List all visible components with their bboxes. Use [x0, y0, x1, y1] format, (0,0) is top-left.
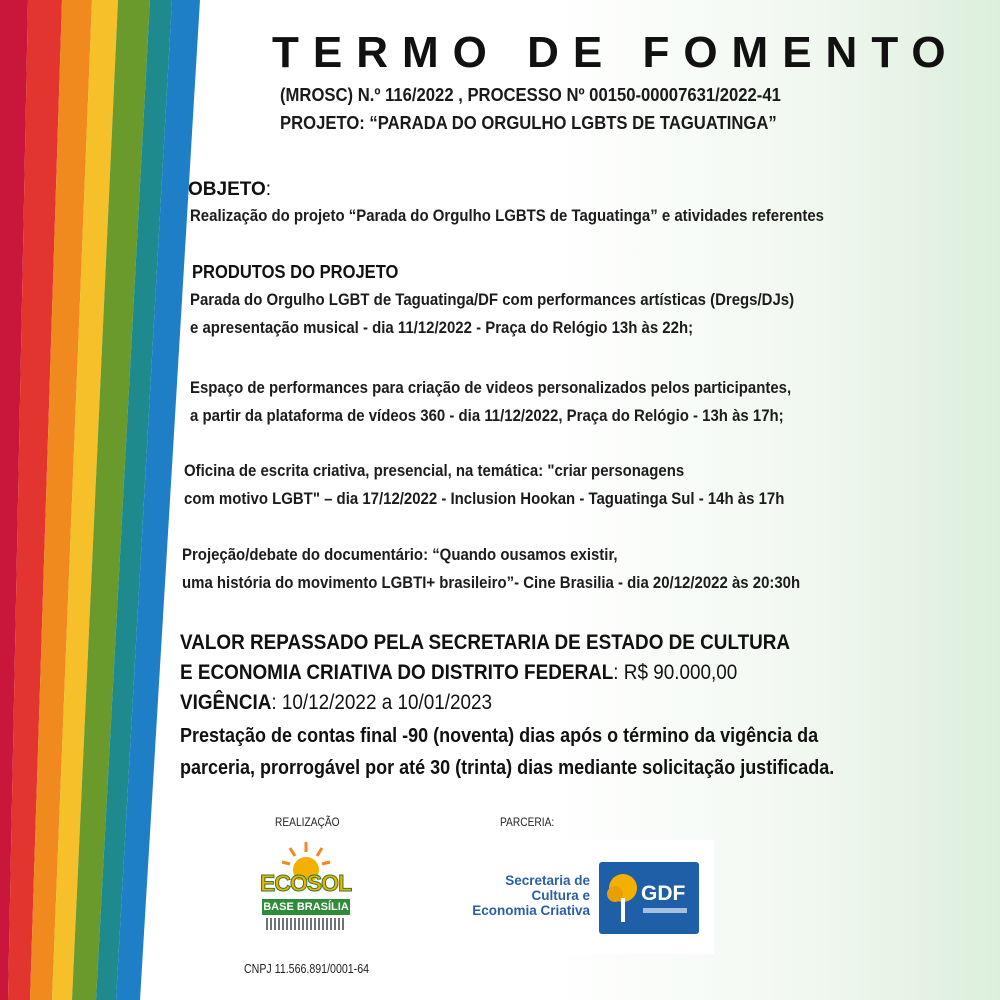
- partner-logos: [462, 840, 714, 954]
- gdf-logo: [599, 862, 699, 934]
- parceria-label: PARCERIA:: [500, 815, 555, 829]
- prestacao-line-2: parceria, prorrogável por até 30 (trinta) dias mediante solicitação justificada.: [180, 757, 835, 779]
- vigencia-label: VIGÊNCIA: [180, 691, 272, 714]
- prestacao-line-1: Prestação de contas final -90 (noventa) dias após o término da vigência da: [180, 725, 819, 747]
- ecosol-logo-bar: BASE BRASÍLIA: [263, 901, 349, 913]
- valor-line-1: VALOR REPASSADO PELA SECRETARIA DE ESTADO DE CULTURA: [180, 631, 791, 654]
- ecosol-fine-print: [266, 918, 346, 930]
- tree-icon: [605, 872, 641, 926]
- objeto-text: Realização do projeto “Parada do Orgulho LGBTS de Taguatinga” e atividades referentes: [190, 206, 824, 225]
- cnpj: CNPJ 11.566.891/0001-64: [244, 962, 370, 976]
- ecosol-logo-word: ECOSOL: [260, 870, 352, 896]
- valor-line-2-bold: E ECONOMIA CRIATIVA DO DISTRITO FEDERAL: [180, 661, 614, 684]
- produto-3-line-2: com motivo LGBT" – dia 17/12/2022 - Inclusion Hookan - Taguatinga Sul - 14h às 17h: [184, 489, 785, 508]
- objeto-heading: [188, 179, 271, 201]
- produtos-heading: PRODUTOS DO PROJETO: [192, 262, 399, 282]
- objeto-heading-colon: :: [265, 179, 272, 200]
- objeto-heading-label: OBJETO: [188, 179, 266, 200]
- produto-1-line-2: e apresentação musical - dia 11/12/2022 - Praça do Relógio 13h às 22h;: [190, 318, 694, 337]
- project-name: PROJETO: “PARADA DO ORGULHO LGBTS DE TAGUATINGA”: [280, 112, 777, 133]
- ecosol-logo: [258, 840, 353, 955]
- produto-1-line-1: Parada do Orgulho LGBT de Taguatinga/DF com performances artísticas (Dregs/DJs): [190, 290, 795, 309]
- secretaria-line-3: Economia Criativa: [472, 903, 590, 918]
- gdf-label: GDF: [641, 882, 686, 905]
- produto-4-line-2: uma história do movimento LGBTI+ brasileiro”- Cine Brasilia - dia 20/12/2022 às 20:30h: [182, 573, 801, 592]
- realizacao-label: REALIZAÇÃO: [275, 815, 340, 829]
- vigencia-value: : 10/12/2022 a 10/01/2023: [271, 691, 493, 714]
- gdf-subtext: [643, 908, 687, 913]
- secretaria-logo-text: [470, 873, 590, 918]
- valor-amount: : R$ 90.000,00: [613, 661, 738, 684]
- valor-line-2: [180, 661, 737, 685]
- produto-2-line-1: Espaço de performances para criação de videos personalizados pelos participantes,: [190, 378, 792, 397]
- produto-4-line-1: Projeção/debate do documentário: “Quando ousamos existir,: [182, 545, 618, 564]
- process-number: (MROSC) N.º 116/2022 , PROCESSO Nº 00150-00007631/2022-41: [280, 84, 781, 105]
- produto-2-line-2: a partir da plataforma de vídeos 360 - dia 11/12/2022, Praça do Relógio - 13h às 17h;: [190, 406, 784, 425]
- secretaria-line-2: Cultura e: [531, 888, 590, 903]
- vigencia: [180, 691, 492, 715]
- produto-3-line-1: Oficina de escrita criativa, presencial, na temática: "criar personagens: [184, 461, 685, 480]
- secretaria-line-1: Secretaria de: [505, 873, 590, 888]
- page-title: TERMO DE FOMENTO: [272, 28, 960, 77]
